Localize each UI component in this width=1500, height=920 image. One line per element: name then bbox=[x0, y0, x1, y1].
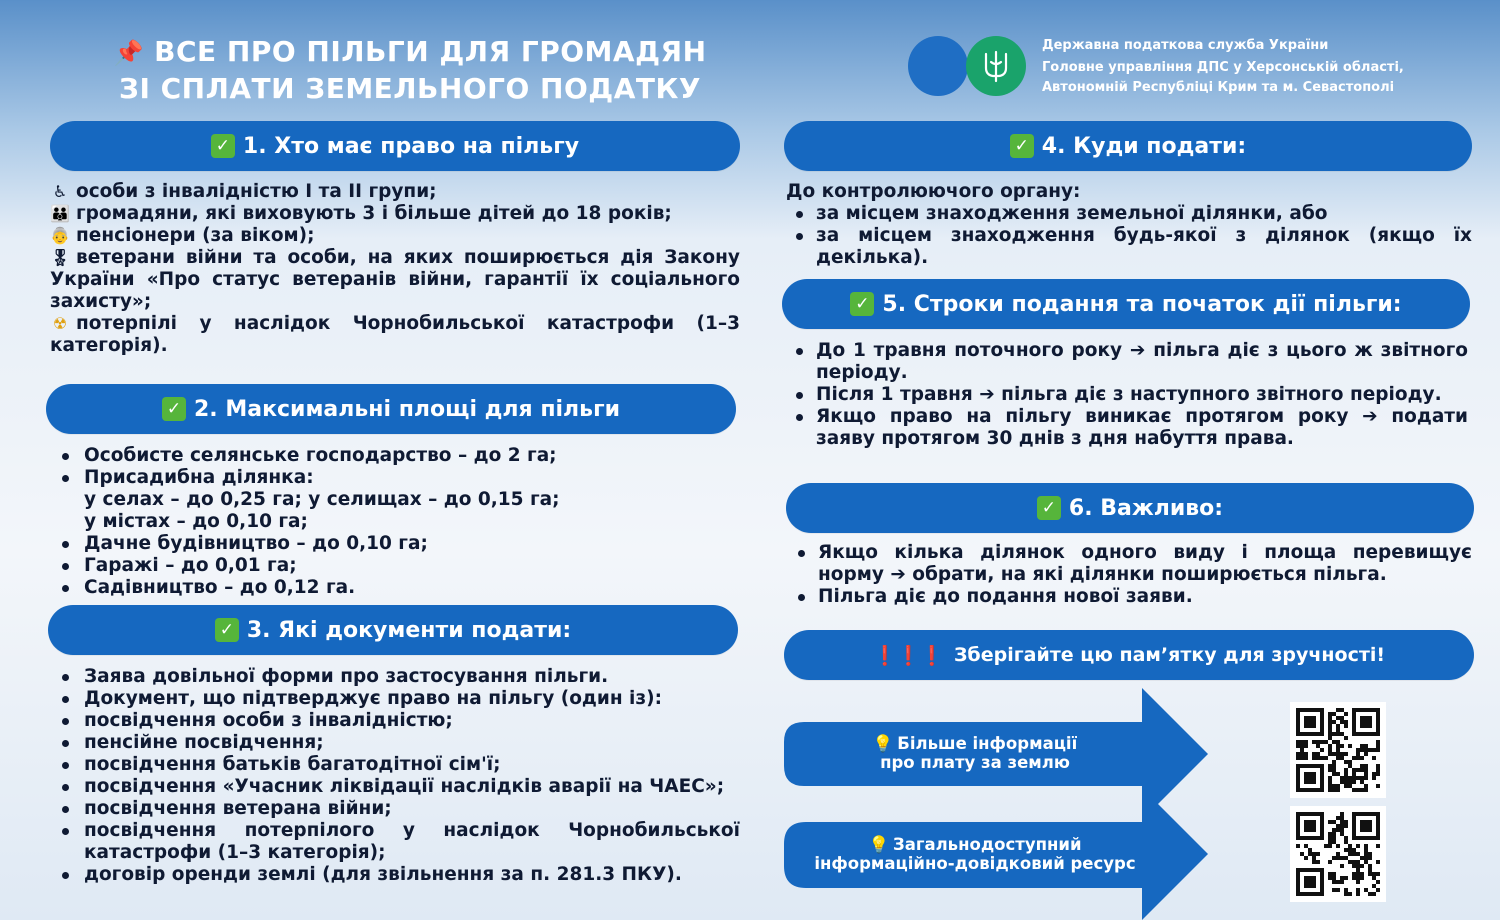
section-1-title: 1. Хто має право на пільгу bbox=[242, 133, 580, 159]
list-item bbox=[50, 313, 740, 357]
list-item: договір оренди землі (для звільнення за п. 281.3 ПКУ). bbox=[50, 864, 740, 886]
wheelchair-icon: ♿ bbox=[52, 182, 68, 201]
item-text: пенсіонери (за віком); bbox=[76, 225, 315, 246]
trident-logo bbox=[966, 36, 1026, 96]
trident-icon bbox=[981, 48, 1011, 84]
list-item: пенсійне посвідчення; bbox=[50, 732, 740, 754]
list-item bbox=[50, 247, 740, 313]
list-item bbox=[50, 181, 740, 203]
item-text: у селах – до 0,25 га; у селищах – до 0,15 га; bbox=[84, 489, 560, 510]
section-6-body bbox=[788, 542, 1472, 608]
item-text: особи з інвалідністю І та ІІ групи; bbox=[76, 181, 437, 202]
list-item: Якщо право на пільгу виникає протягом року ➔ подати заяву протягом 30 днів з дня набуття права. bbox=[786, 406, 1468, 450]
list-item: До 1 травня поточного року ➔ пільга діє з цього ж звітного періоду. bbox=[786, 340, 1468, 384]
exclamation-icon: ❗❗❗ bbox=[872, 644, 944, 667]
arrows-graphic bbox=[784, 688, 1210, 920]
list-item: посвідчення батьків багатодітної сім'ї; bbox=[50, 754, 740, 776]
title-line-1: ВСЕ ПРО ПІЛЬГИ ДЛЯ ГРОМАДЯН bbox=[154, 35, 707, 68]
list-item: Пільга діє до подання нової заяви. bbox=[788, 586, 1472, 608]
family-icon: 👪 bbox=[50, 204, 70, 223]
list-item: за місцем знаходження земельної ділянки, або bbox=[786, 203, 1472, 225]
link-more-info[interactable] bbox=[790, 734, 1160, 772]
section-5-body bbox=[786, 340, 1468, 450]
section-3-body bbox=[50, 666, 740, 886]
medal-icon: 🎖 bbox=[50, 248, 71, 267]
checkmark-icon: ✓ bbox=[850, 292, 874, 316]
section-1-heading bbox=[50, 121, 740, 171]
section-5-title: 5. Строки подання та початок дії пільги: bbox=[882, 291, 1402, 317]
checkmark-icon: ✓ bbox=[1010, 134, 1034, 158]
list-item: Особисте селянське господарство – до 2 га; bbox=[50, 445, 740, 467]
list-item: Дачне будівництво – до 0,10 га; bbox=[50, 533, 740, 555]
lightbulb-icon: 💡 bbox=[872, 734, 894, 753]
section-6-title: 6. Важливо: bbox=[1068, 495, 1224, 521]
list-item: посвідчення потерпілого у наслідок Чорнобильської катастрофи (1–3 категорія); bbox=[50, 820, 740, 864]
item-text: громадяни, які виховують 3 і більше дітей до 18 років; bbox=[76, 203, 672, 224]
link-2-line-1: Загальнодоступний bbox=[892, 835, 1082, 854]
section-3-heading bbox=[48, 605, 738, 655]
save-note-text: Зберігайте цю пам’ятку для зручності! bbox=[953, 644, 1386, 666]
list-item: за місцем знаходження будь-якої з ділянок (якщо їх декілька). bbox=[786, 225, 1472, 269]
org-line-2: Головне управління ДПС у Херсонській області, bbox=[1042, 60, 1404, 75]
qr-code-2[interactable] bbox=[1290, 806, 1386, 902]
lightbulb-icon: 💡 bbox=[868, 835, 889, 854]
pushpin-icon: 📌 bbox=[113, 39, 144, 67]
organization-name bbox=[1042, 36, 1482, 98]
list-item: Якщо кілька ділянок одного виду і площа перевищує норму ➔ обрати, на які ділянки поширюється пільга. bbox=[788, 542, 1472, 586]
link-1-line-2: про плату за землю bbox=[880, 753, 1070, 772]
section-2-heading bbox=[46, 384, 736, 434]
item-text: ветерани війни та особи, на яких поширюється дія Закону України «Про статус ветеранів війни, гарантії їх соціального захисту»; bbox=[50, 247, 740, 312]
list-item bbox=[50, 225, 740, 247]
checkmark-icon: ✓ bbox=[211, 134, 235, 158]
qr-code-1[interactable] bbox=[1290, 702, 1386, 798]
section-4-title: 4. Куди подати: bbox=[1041, 133, 1247, 159]
qr-code-icon bbox=[1296, 812, 1380, 896]
section-6-heading bbox=[786, 483, 1474, 533]
checkmark-icon: ✓ bbox=[1037, 496, 1061, 520]
list-item: Заява довільної форми про застосування пільги. bbox=[50, 666, 740, 688]
list-item: Документ, що підтверджує право на пільгу (один із): bbox=[50, 688, 740, 710]
list-item: посвідчення ветерана війни; bbox=[50, 798, 740, 820]
section-2-title: 2. Максимальні площі для пільги bbox=[194, 396, 620, 422]
section-1-body bbox=[50, 181, 740, 357]
checkmark-icon: ✓ bbox=[215, 618, 239, 642]
section-4-body bbox=[786, 181, 1472, 269]
elderly-icon: 👵 bbox=[50, 226, 70, 245]
section-4-intro: До контролюючого органу: bbox=[786, 181, 1081, 202]
page-title bbox=[110, 34, 710, 106]
link-1-line-1: Більше інформації bbox=[897, 734, 1078, 753]
tax-service-logo bbox=[908, 36, 968, 96]
qr-code-icon bbox=[1296, 708, 1380, 792]
list-item: Після 1 травня ➔ пільга діє з наступного звітного періоду. bbox=[786, 384, 1468, 406]
list-item: посвідчення «Учасник ліквідації наслідків аварії на ЧАЕС»; bbox=[50, 776, 740, 798]
list-item: Гаражі – до 0,01 га; bbox=[50, 555, 740, 577]
section-2-body bbox=[50, 445, 740, 599]
item-text: потерпілі у наслідок Чорнобильської катастрофи (1–3 категорія). bbox=[50, 313, 740, 356]
title-line-2: ЗІ СПЛАТИ ЗЕМЕЛЬНОГО ПОДАТКУ bbox=[119, 72, 701, 105]
list-item: посвідчення особи з інвалідністю; bbox=[50, 710, 740, 732]
item-text: Присадибна ділянка: bbox=[84, 467, 314, 488]
logos bbox=[908, 36, 1028, 96]
list-item: Садівництво – до 0,12 га. bbox=[50, 577, 740, 599]
radiation-icon: ☢ bbox=[52, 314, 68, 333]
save-note bbox=[784, 630, 1474, 680]
section-5-heading bbox=[782, 279, 1470, 329]
section-3-title: 3. Які документи подати: bbox=[246, 617, 572, 643]
list-item bbox=[50, 467, 740, 533]
section-4-heading bbox=[784, 121, 1472, 171]
link-info-resource[interactable] bbox=[790, 835, 1160, 873]
item-text: у містах – до 0,10 га; bbox=[84, 511, 308, 532]
link-2-line-2: інформаційно-довідковий ресурс bbox=[814, 854, 1136, 873]
list-item bbox=[50, 203, 740, 225]
checkmark-icon: ✓ bbox=[162, 397, 186, 421]
org-line-3: Автономній Республіці Крим та м. Севастополі bbox=[1042, 80, 1395, 95]
org-line-1: Державна податкова служба України bbox=[1042, 38, 1329, 53]
